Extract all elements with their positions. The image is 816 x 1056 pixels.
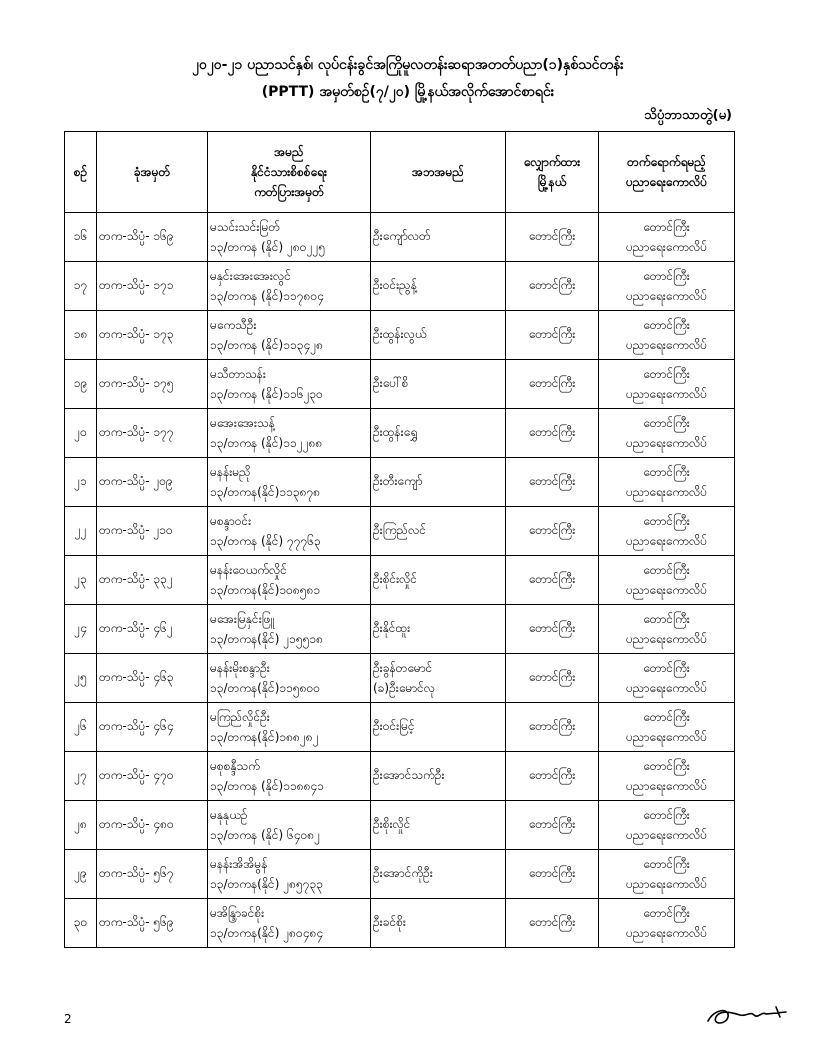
roll-number: တက-သိပ္ပံ- ၁၇၁ <box>97 262 208 311</box>
subject-group-label: သိပ္ပံဘာသာတွဲ(မ) <box>644 108 732 123</box>
header-college: တက်ရောက်ရမည့် ပညာရေးကောလိပ် <box>599 132 735 213</box>
student-name-nrc: မနန်းအိအိမွန် ၁၃/တကန(နိုင်) ၂၈၅၇၃၃ <box>208 850 371 899</box>
roll-number: တက-သိပ္ပံ- ၃၃၂ <box>97 556 208 605</box>
father-name: ဦးစိုင်းလှိုင် <box>371 556 506 605</box>
row-number: ၂၁ <box>65 458 97 507</box>
father-name: ဦးဝင်းညွန့် <box>371 262 506 311</box>
row-number: ၂၃ <box>65 556 97 605</box>
student-name-nrc: မသီတာသန်း ၁၃/တကန (နိုင်)၁၁၆၂၃၀ <box>208 360 371 409</box>
student-name-nrc: မနန်းမညို ၁၃/တကန(နိုင်)၁၁၃၈၇၈ <box>208 458 371 507</box>
college: တောင်ကြီး ပညာရေးကောလိပ် <box>599 262 735 311</box>
table-row <box>65 556 735 605</box>
table-row <box>65 703 735 752</box>
township: တောင်ကြီး <box>506 605 599 654</box>
student-name-nrc: မစုစန္ဒီသက် ၁၃/တကန (နိုင်)၁၁၈၈၄၁ <box>208 752 371 801</box>
college: တောင်ကြီး ပညာရေးကောလိပ် <box>599 654 735 703</box>
row-number: ၁၇ <box>65 262 97 311</box>
college: တောင်ကြီး ပညာရေးကောလိပ် <box>599 507 735 556</box>
roll-number: တက-သိပ္ပံ- ၂၁၀ <box>97 507 208 556</box>
student-name-nrc: မနန်းမိုးစန္ဒာဦး ၁၃/တကန(နိုင်)၁၁၅၈၀၀ <box>208 654 371 703</box>
student-name-nrc: မကြည်လှိုင်ဦး ၁၃/တကန(နိုင်)၁၈၈၂၈၂ <box>208 703 371 752</box>
student-name-nrc: မအေးမြနှင်းဖြူ ၁၃/တကန(နိုင်) ၂၁၅၅၁၈ <box>208 605 371 654</box>
roll-number: တက-သိပ္ပံ- ၄၈၀ <box>97 801 208 850</box>
college: တောင်ကြီး ပညာရေးကောလိပ် <box>599 605 735 654</box>
roll-number: တက-သိပ္ပံ- ၄၆၃ <box>97 654 208 703</box>
township: တောင်ကြီး <box>506 262 599 311</box>
roll-number: တက-သိပ္ပံ- ၅၆၇ <box>97 850 208 899</box>
father-name: ဦးဝင်းမြင့် <box>371 703 506 752</box>
township: တောင်ကြီး <box>506 311 599 360</box>
father-name: ဦးကျော်လတ် <box>371 213 506 262</box>
table-row <box>65 213 735 262</box>
college: တောင်ကြီး ပညာရေးကောလိပ် <box>599 360 735 409</box>
father-name: ဦးတီးကျော် <box>371 458 506 507</box>
results-table <box>64 131 735 948</box>
roll-number: တက-သိပ္ပံ- ၁၇၅ <box>97 360 208 409</box>
table-row <box>65 262 735 311</box>
row-number: ၂၈ <box>65 801 97 850</box>
header-roll: ခုံအမှတ် <box>97 132 208 213</box>
college: တောင်ကြီး ပညာရေးကောလိပ် <box>599 752 735 801</box>
table-row <box>65 899 735 948</box>
father-name: ဦးအောင်သက်ဦး <box>371 752 506 801</box>
township: တောင်ကြီး <box>506 801 599 850</box>
student-name-nrc: မစန္ဒာဝင်း ၁၃/တကန (နိုင်) ၇၇၇၆၃ <box>208 507 371 556</box>
township: တောင်ကြီး <box>506 850 599 899</box>
college: တောင်ကြီး ပညာရေးကောလိပ် <box>599 311 735 360</box>
row-number: ၁၆ <box>65 213 97 262</box>
township: တောင်ကြီး <box>506 703 599 752</box>
student-name-nrc: မကေသီဦး ၁၃/တကန (နိုင်)၁၁၃၄၂၈ <box>208 311 371 360</box>
table-row <box>65 311 735 360</box>
roll-number: တက-သိပ္ပံ- ၄၇၀ <box>97 752 208 801</box>
township: တောင်ကြီး <box>506 458 599 507</box>
table-row <box>65 409 735 458</box>
roll-number: တက-သိပ္ပံ- ၅၆၉ <box>97 899 208 948</box>
township: တောင်ကြီး <box>506 213 599 262</box>
father-name: ဦးခွန်တမောင် (ခ)ဦးမောင်လု <box>371 654 506 703</box>
roll-number: တက-သိပ္ပံ- ၁၆၉ <box>97 213 208 262</box>
roll-number: တက-သိပ္ပံ- ၂၀၉ <box>97 458 208 507</box>
row-number: ၂၀ <box>65 409 97 458</box>
roll-number: တက-သိပ္ပံ- ၄၆၂ <box>97 605 208 654</box>
row-number: ၁၉ <box>65 360 97 409</box>
row-number: ၁၈ <box>65 311 97 360</box>
table-row <box>65 654 735 703</box>
page-number: 2 <box>64 1012 72 1026</box>
father-name: ဦးထွန်းလွယ် <box>371 311 506 360</box>
document-title-line1: ၂၀၂၀-၂၁ ပညာသင်နှစ်၊ လုပ်ငန်းခွင်အကြိုမူလတန်းဆရာအတတ်ပညာ(၁)နှစ်သင်တန်း <box>192 57 624 73</box>
student-name-nrc: မနန်းဝေယက်လှိုင် ၁၃/တကန(နိုင်)၁၀၈၅၈၁ <box>208 556 371 605</box>
row-number: ၂၄ <box>65 605 97 654</box>
college: တောင်ကြီး ပညာရေးကောလိပ် <box>599 556 735 605</box>
student-name-nrc: မအေးအေးသန့် ၁၃/တကန (နိုင်)၁၁၂၂၈၈ <box>208 409 371 458</box>
table-row <box>65 360 735 409</box>
document-title-line2: (PPTT) အမှတ်စဉ်(၇/၂၀) မြို့နယ်အလိုက်အောင်စာရင်း <box>261 84 555 100</box>
table-row <box>65 801 735 850</box>
college: တောင်ကြီး ပညာရေးကောလိပ် <box>599 409 735 458</box>
row-number: ၃၀ <box>65 899 97 948</box>
student-name-nrc: မနှင်းအေးအေးလွင် ၁၃/တကန (နိုင်)၁၁၇၈၀၄ <box>208 262 371 311</box>
college: တောင်ကြီး ပညာရေးကောလိပ် <box>599 213 735 262</box>
college: တောင်ကြီး ပညာရေးကောလိပ် <box>599 801 735 850</box>
student-name-nrc: မနုနုယဉ် ၁၃/တကန (နိုင်) ၆၄၀၈၂ <box>208 801 371 850</box>
roll-number: တက-သိပ္ပံ- ၁၇၃ <box>97 311 208 360</box>
township: တောင်ကြီး <box>506 507 599 556</box>
table-header-row <box>65 132 735 213</box>
table-row <box>65 458 735 507</box>
row-number: ၂၂ <box>65 507 97 556</box>
township: တောင်ကြီး <box>506 899 599 948</box>
header-no: စဉ် <box>65 132 97 213</box>
father-name: ဦးပေါ်စိ <box>371 360 506 409</box>
college: တောင်ကြီး ပညာရေးကောလိပ် <box>599 458 735 507</box>
township: တောင်ကြီး <box>506 409 599 458</box>
header-father: အဘအမည် <box>371 132 506 213</box>
signature-image <box>700 995 790 1030</box>
roll-number: တက-သိပ္ပံ- ၄၆၄ <box>97 703 208 752</box>
row-number: ၂၅ <box>65 654 97 703</box>
table-row <box>65 605 735 654</box>
row-number: ၂၉ <box>65 850 97 899</box>
township: တောင်ကြီး <box>506 360 599 409</box>
student-name-nrc: မသင်းသင်းမြတ် ၁၃/တကန (နိုင်) ၂၈၀၂၂၅ <box>208 213 371 262</box>
father-name: ဦးထွန်းရွှေ <box>371 409 506 458</box>
township: တောင်ကြီး <box>506 556 599 605</box>
father-name: ဦးနိုင်ထူး <box>371 605 506 654</box>
college: တောင်ကြီး ပညာရေးကောလိပ် <box>599 899 735 948</box>
student-name-nrc: မအိန္ဒြာခင်စိုး ၁၃/တကန(နိုင်) ၂၈၀၄၈၄ <box>208 899 371 948</box>
college: တောင်ကြီး ပညာရေးကောလိပ် <box>599 850 735 899</box>
table-row <box>65 850 735 899</box>
father-name: ဦးခင်စိုး <box>371 899 506 948</box>
college: တောင်ကြီး ပညာရေးကောလိပ် <box>599 703 735 752</box>
father-name: ဦးအောင်ကိုဦး <box>371 850 506 899</box>
header-name: အမည် နိုင်ငံသားစိစစ်ရေး ကတ်ပြားအမှတ် <box>208 132 371 213</box>
father-name: ဦးကြည်လင် <box>371 507 506 556</box>
township: တောင်ကြီး <box>506 654 599 703</box>
father-name: ဦးစိုးလှိုင် <box>371 801 506 850</box>
table-row <box>65 507 735 556</box>
township: တောင်ကြီး <box>506 752 599 801</box>
row-number: ၂၇ <box>65 752 97 801</box>
row-number: ၂၆ <box>65 703 97 752</box>
roll-number: တက-သိပ္ပံ- ၁၇၇ <box>97 409 208 458</box>
table-row <box>65 752 735 801</box>
header-township: လျှောက်ထား မြို့နယ် <box>506 132 599 213</box>
